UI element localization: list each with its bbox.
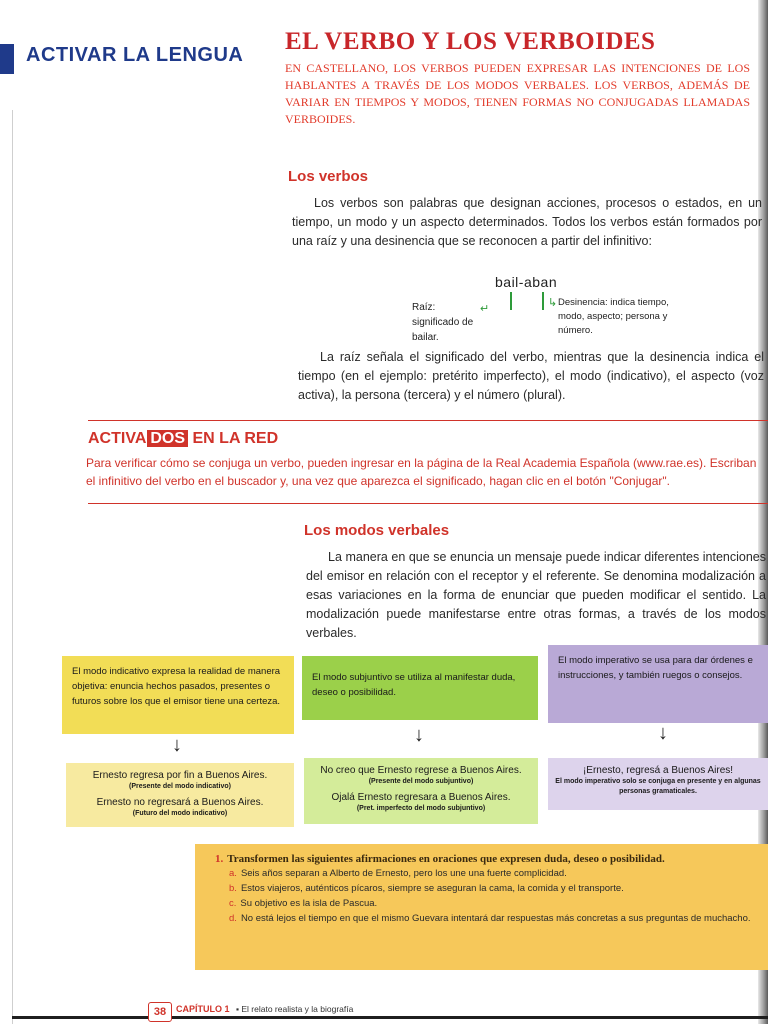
chapter-label: CAPÍTULO 1: [176, 1004, 230, 1014]
exercise-heading-text: Transformen las siguientes afirmaciones en oraciones que expresen duda, deseo o posibilidad.: [227, 853, 665, 865]
section-label: ACTIVAR LA LENGUA: [26, 44, 244, 66]
example-sentence: Ernesto no regresará a Buenos Aires.: [96, 797, 264, 808]
example-note: El modo imperativo solo se conjuga en presente y en algunas personas gramaticales.: [555, 778, 761, 795]
activados-suffix: EN LA RED: [192, 430, 279, 447]
arrow-down-icon: ↓: [414, 724, 424, 746]
diagram-line-desinencia: [542, 292, 544, 310]
activados-badge: DOS: [147, 430, 188, 447]
exercise-heading: [215, 852, 758, 866]
exercise-item: [229, 866, 758, 881]
page-title: EL VERBO Y LOS VERBOIDES: [285, 28, 656, 55]
diagram-raiz-label: [412, 300, 482, 345]
diagram-desinencia-label: Desinencia: indica tiempo, modo, aspecto; persona y número.: [558, 297, 669, 336]
item-bullet: a.: [229, 868, 237, 879]
page-number: 38: [148, 1002, 172, 1022]
section-marker: [0, 44, 14, 74]
exercise-box: [195, 844, 768, 970]
activados-text: Para verificar cómo se conjuga un verbo, pueden ingresar en la página de la Real Academia Española (www.rae.es). Escriban el infinitivo del verbo en el buscador y, una vez que aparezca el significado, hagan clic en el botón "Conjugar".: [86, 456, 757, 488]
item-text: Estos viajeros, auténticos pícaros, siempre se aseguran la cama, la comida y el transporte.: [240, 883, 624, 894]
example-sentence: No creo que Ernesto regrese a Buenos Aires.: [320, 765, 522, 776]
heading-verbos: Los verbos: [288, 168, 369, 185]
example-subjuntivo: [304, 758, 538, 824]
item-bullet: d.: [229, 913, 237, 924]
raiz-text: Raíz: significado de bailar.: [412, 302, 474, 343]
example-sentence: ¡Ernesto, regresá a Buenos Aires!: [582, 765, 734, 776]
heading-modos: Los modos verbales: [304, 522, 450, 539]
activados-label: ACTIVA: [88, 430, 147, 447]
paragraph-verbos: Los verbos son palabras que designan acciones, procesos o estados, en un tiempo, un modo y un aspecto determinados. Todos los verbos están formados por una raíz y una desinencia que se reconocen a partir del infinitivo:: [292, 196, 762, 248]
arrow-left-icon: ↵: [480, 303, 490, 315]
item-text: Su objetivo es la isla de Pascua.: [240, 898, 378, 909]
paragraph-raiz: La raíz señala el significado del verbo, mientras que la desinencia indica el tiempo (en el ejemplo: pretérito imperfecto), el modo (indicativo), el aspecto (voz activa), la persona (tercera) y el número (plural).: [298, 350, 764, 402]
item-bullet: b.: [229, 883, 237, 894]
box-imperativo: El modo imperativo se usa para dar órdenes e instrucciones, y también ruegos o consejos.: [548, 645, 768, 723]
item-bullet: c.: [229, 898, 237, 909]
item-text: Seis años separan a Alberto de Ernesto, pero los une una fuerte complicidad.: [240, 868, 567, 879]
paragraph-modos: La manera en que se enuncia un mensaje puede indicar diferentes intenciones del emisor en relación con el receptor y el referente. Se denomina modalización a esas variaciones en la forma de enunciar que pueden modificar el sentido. La modalización puede manifestarse entre otras formas, a través de los modos verbales.: [306, 550, 766, 640]
example-note: (Presente del modo subjuntivo): [368, 778, 474, 785]
arrow-right-icon: ↳: [548, 297, 558, 309]
example-imperativo: [548, 758, 768, 810]
box-subjuntivo: El modo subjuntivo se utiliza al manifestar duda, deseo o posibilidad.: [302, 656, 538, 720]
example-note: (Futuro del modo indicativo): [132, 810, 228, 817]
intro-text: EN CASTELLANO, LOS VERBOS PUEDEN EXPRESAR LAS INTENCIONES DE LOS HABLANTES A TRAVÉS DE LOS MODOS VERBALES. LOS VERBOS, ADEMÁS DE VARIAR EN TIEMPOS Y MODOS, TIENEN FORMAS NO CONJUGADAS LLAMADAS VERBOIDES.: [285, 61, 750, 126]
example-sentence: Ojalá Ernesto regresara a Buenos Aires.: [331, 792, 511, 803]
arrow-down-icon: ↓: [172, 734, 182, 756]
arrow-down-icon: ↓: [658, 722, 668, 744]
example-indicativo: [66, 763, 294, 827]
diagram-line-raiz: [510, 292, 512, 310]
example-note: (Presente del modo indicativo): [129, 783, 231, 790]
chapter-title-text: El relato realista y la biografía: [241, 1004, 354, 1014]
activados-title: [88, 430, 278, 448]
divider-bottom: [88, 503, 768, 504]
divider-top: [88, 420, 768, 421]
page-left-border: [0, 110, 13, 1024]
box-indicativo: El modo indicativo expresa la realidad de manera objetiva: enuncia hechos pasados, presentes o futuros sobre los que el emisor tiene una certeza.: [62, 656, 294, 734]
diagram-word: bail-aban: [495, 274, 558, 290]
exercise-item: [229, 881, 758, 896]
exercise-item: [229, 896, 758, 911]
example-note: (Pret. imperfecto del modo subjuntivo): [356, 805, 486, 812]
exercise-number: 1.: [215, 853, 224, 865]
item-text: No está lejos el tiempo en que el mismo Guevara intentará dar respuestas más concretas a sus preguntas de muchacho.: [240, 913, 751, 924]
chapter-title: ▪ El relato realista y la biografía: [236, 1004, 354, 1014]
example-sentence: Ernesto regresa por fin a Buenos Aires.: [92, 770, 268, 781]
footer-rule: [12, 1016, 768, 1019]
exercise-item: [229, 911, 758, 926]
